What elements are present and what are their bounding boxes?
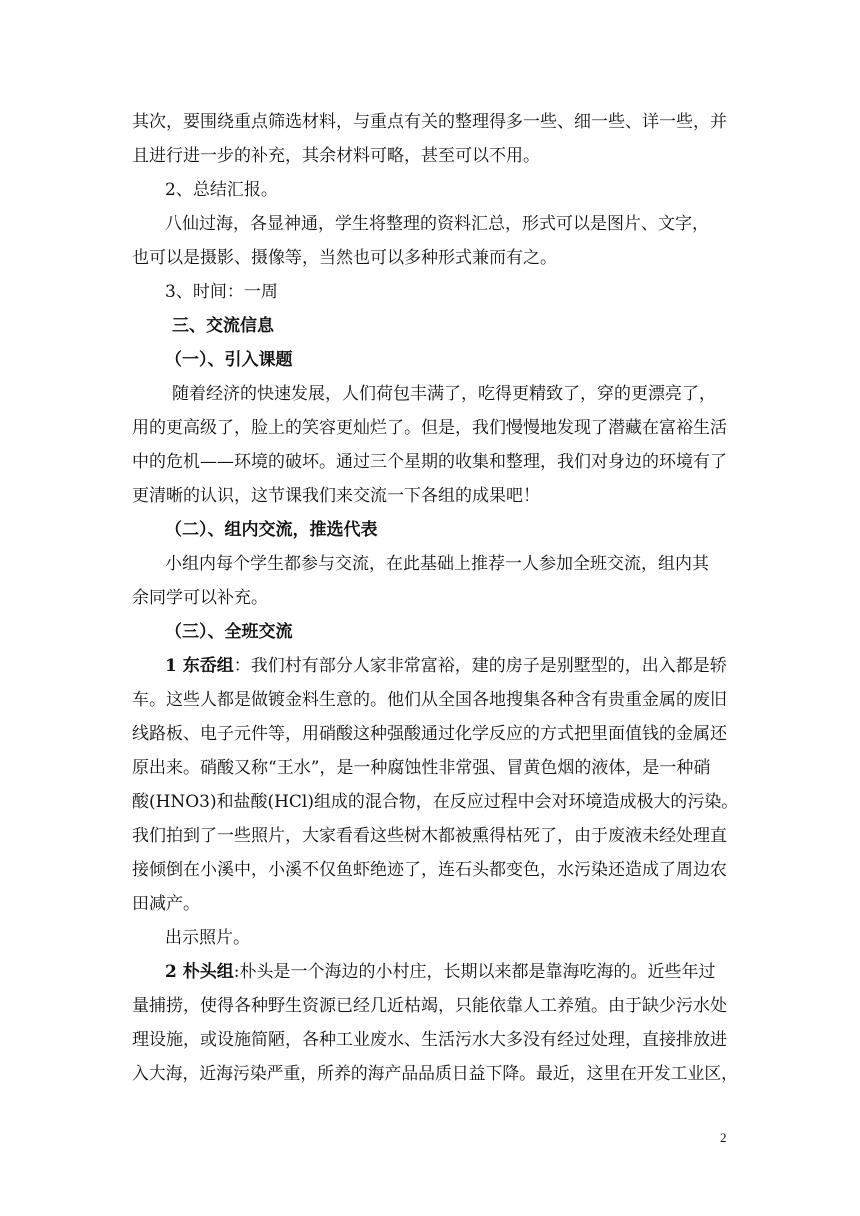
text-line: 2、总结汇报。 [165,180,278,200]
text-run: :朴头是一个海边的小村庄，长期以来都是靠海吃海的。近些年过 [233,962,716,982]
text-line: 用的更高级了，脸上的笑容更灿烂了。但是，我们慢慢地发现了潜藏在富裕生活 [132,418,727,438]
text-line: 其次，要围绕重点筛选材料，与重点有关的整理得多一些、细一些、详一些，并 [132,112,727,132]
text-line: 接倾倒在小溪中，小溪不仅鱼虾绝迹了，连石头都变色，水污染还造成了周边农 [132,860,727,880]
text-line [165,656,727,676]
text-line: 线路板、电子元件等，用硝酸这种强酸通过化学反应的方式把里面值钱的金属还 [132,724,727,744]
section-heading: 三、交流信息 [172,316,274,336]
text-line: 且进行进一步的补充，其余材料可略，甚至可以不用。 [132,146,540,166]
page-number: 2 [720,1130,727,1145]
group-name-label: 1 东岙组 [165,656,234,676]
text-line: 车。这些人都是做镀金料生意的。他们从全国各地搜集各种含有贵重金属的废旧 [132,690,727,710]
text-line: 也可以是摄影、摄像等，当然也可以多种形式兼而有之。 [132,248,557,268]
subsection-heading: （一）、引入课题 [165,350,293,370]
text-line: 理设施，或设施简陋，各种工业废水、生活污水大多没有经过处理，直接排放进 [132,1030,727,1050]
text-line: 3、时间：一周 [165,282,278,302]
text-line: 入大海，近海污染严重，所养的海产品品质日益下降。最近，这里在开发工业区， [132,1064,739,1084]
text-line: 出示照片。 [165,928,250,948]
text-line: 中的危机——环境的破坏。通过三个星期的收集和整理，我们对身边的环境有了 [132,452,727,472]
text-line: 原出来。硝酸又称“王水”，是一种腐蚀性非常强、冒黄色烟的液体，是一种硝 [132,758,711,778]
text-line: 量捕捞，使得各种野生资源已经几近枯竭，只能依靠人工养殖。由于缺少污水处 [132,996,727,1016]
text-line: 我们拍到了一些照片，大家看看这些树木都被熏得枯死了，由于废液未经处理直 [132,826,727,846]
subsection-heading: （二）、组内交流，推选代表 [165,520,378,540]
text-line [165,962,715,982]
text-run: ：我们村有部分人家非常富裕，建的房子是别墅型的，出入都是轿 [233,656,727,676]
text-line: 田减产。 [132,894,200,914]
text-line: 余同学可以补充。 [132,588,268,608]
group-name-label: 2 朴头组 [165,962,234,982]
text-line: 酸(HNO3)和盐酸(HCl)组成的混合物，在反应过程中会对环境造成极大的污染。 [132,792,739,812]
subsection-heading: （三）、全班交流 [165,622,293,642]
text-line: 随着经济的快速发展，人们荷包丰满了，吃得更精致了，穿的更漂亮了， [172,384,716,404]
text-line: 小组内每个学生都参与交流，在此基础上推荐一人参加全班交流，组内其 [165,554,709,574]
text-line: 八仙过海，各显神通，学生将整理的资料汇总，形式可以是图片、文字， [165,214,709,234]
text-line: 更清晰的认识，这节课我们来交流一下各组的成果吧！ [132,486,540,506]
